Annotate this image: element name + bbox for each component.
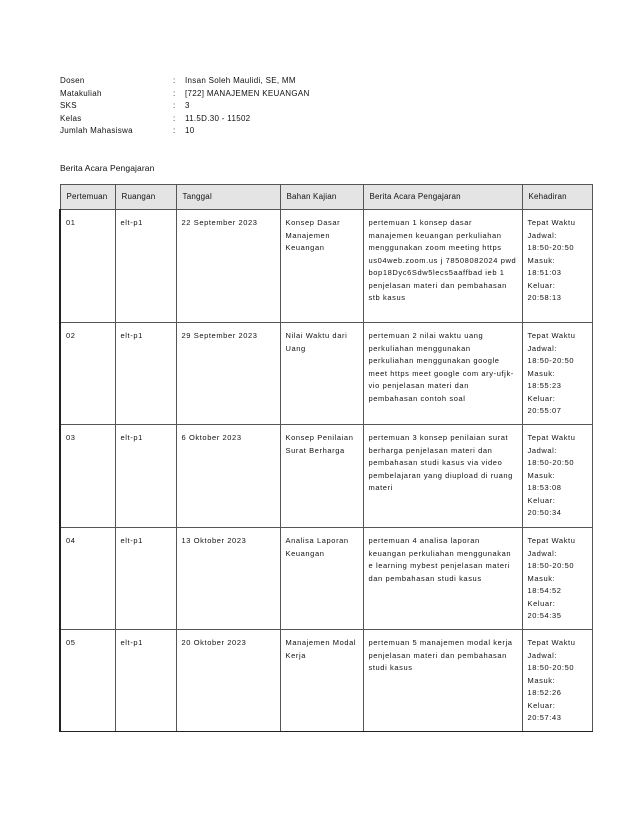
attendance-status: Tepat Waktu [527, 218, 576, 227]
attendance-in-time: 18:53:08 [527, 483, 562, 492]
attendance-out-time: 20:57:43 [527, 713, 562, 722]
header-kehadiran: Kehadiran [522, 185, 592, 210]
header-tanggal: Tanggal [176, 185, 280, 210]
cell-bahan-kajian: Manajemen Modal Kerja [280, 630, 363, 732]
cell-tanggal: 22 September 2023 [176, 210, 280, 323]
attendance-in-label: Masuk: [527, 255, 556, 265]
info-value: 11.5D.30 - 11502 [185, 113, 251, 123]
attendance-in-label: Masuk: [527, 470, 556, 480]
course-info [60, 75, 310, 138]
attendance-status: Tepat Waktu [527, 536, 576, 545]
attendance-in-time: 18:51:03 [527, 268, 562, 277]
info-colon: : [173, 88, 176, 98]
header-pertemuan: Pertemuan [60, 185, 115, 210]
attendance-out-time: 20:55:07 [527, 406, 562, 415]
attendance-status: Tepat Waktu [527, 638, 576, 647]
table-row [60, 425, 592, 528]
cell-bahan-kajian: Konsep Dasar Manajemen Keuangan [280, 210, 363, 323]
cell-ruangan: elt-p1 [115, 528, 176, 630]
cell-tanggal: 6 Oktober 2023 [176, 425, 280, 528]
cell-ruangan: elt-p1 [115, 630, 176, 732]
header-berita-acara: Berita Acara Pengajaran [363, 185, 522, 210]
cell-kehadiran [522, 425, 592, 528]
attendance-schedule-label: Jadwal: [527, 650, 558, 660]
info-label: Jumlah Mahasiswa [60, 126, 133, 136]
cell-tanggal: 29 September 2023 [176, 323, 280, 425]
info-colon: : [173, 76, 176, 85]
cell-pertemuan: 04 [60, 528, 115, 630]
info-row-sks [60, 100, 310, 113]
teaching-log-table [59, 184, 593, 732]
info-value: 3 [185, 101, 190, 111]
info-value: 10 [185, 126, 195, 136]
table-row [60, 528, 592, 630]
attendance-out-label: Keluar: [527, 280, 556, 290]
info-row-kelas [60, 113, 310, 126]
info-value: [722] MANAJEMEN KEUANGAN [185, 88, 310, 98]
cell-kehadiran [522, 528, 592, 630]
header-ruangan: Ruangan [115, 185, 176, 210]
cell-bahan-kajian: Konsep Penilaian Surat Berharga [280, 425, 363, 528]
attendance-schedule-label: Jadwal: [527, 445, 558, 455]
cell-kehadiran [522, 630, 592, 732]
table-header-row [60, 185, 592, 210]
cell-ruangan: elt-p1 [115, 210, 176, 323]
attendance-status: Tepat Waktu [527, 331, 576, 340]
cell-tanggal: 13 Oktober 2023 [176, 528, 280, 630]
attendance-schedule: 18:50-20:50 [527, 243, 575, 252]
attendance-out-label: Keluar: [527, 598, 556, 608]
table-row [60, 210, 592, 323]
attendance-in-time: 18:54:52 [527, 586, 562, 595]
table-row [60, 323, 592, 425]
attendance-in-label: Masuk: [527, 368, 556, 378]
cell-ruangan: elt-p1 [115, 425, 176, 528]
cell-bahan-kajian: Analisa Laporan Keuangan [280, 528, 363, 630]
attendance-schedule-label: Jadwal: [527, 343, 558, 353]
attendance-schedule-label: Jadwal: [527, 548, 558, 558]
attendance-out-time: 20:54:35 [527, 611, 562, 620]
info-label: SKS [60, 101, 77, 111]
attendance-in-label: Masuk: [527, 675, 556, 685]
attendance-out-time: 20:50:34 [527, 508, 562, 517]
table-row [60, 630, 592, 732]
cell-pertemuan: 02 [60, 323, 115, 425]
cell-bahan-kajian: Nilai Waktu dari Uang [280, 323, 363, 425]
cell-kehadiran [522, 323, 592, 425]
info-row-matakuliah [60, 88, 310, 101]
info-row-jumlah-mahasiswa [60, 125, 310, 138]
info-colon: : [173, 126, 176, 136]
cell-tanggal: 20 Oktober 2023 [176, 630, 280, 732]
attendance-out-label: Keluar: [527, 495, 556, 505]
cell-pertemuan: 01 [60, 210, 115, 323]
cell-berita-acara: pertemuan 3 konsep penilaian surat berharga penjelasan materi dan pembahasan studi kasus via video pembelajaran yang diupload di ruang materi [363, 425, 522, 528]
info-colon: : [173, 101, 176, 111]
cell-berita-acara: pertemuan 5 manajemen modal kerja penjelasan materi dan pembahasan studi kasus [363, 630, 522, 732]
cell-pertemuan: 03 [60, 425, 115, 528]
info-value: Insan Soleh Maulidi, SE, MM [185, 76, 296, 85]
attendance-in-time: 18:52:26 [527, 688, 562, 697]
info-label: Kelas [60, 113, 82, 123]
attendance-schedule: 18:50-20:50 [527, 663, 575, 672]
cell-berita-acara: pertemuan 2 nilai waktu uang perkuliahan menggunakan perkuliahan menggunakan google meet https meet google com ary-ufjk-vio penjelasan materi dan pembahasan contoh soal [363, 323, 522, 425]
attendance-schedule-label: Jadwal: [527, 230, 558, 240]
attendance-out-label: Keluar: [527, 393, 556, 403]
info-label: Dosen [60, 76, 85, 85]
attendance-in-label: Masuk: [527, 573, 556, 583]
attendance-schedule: 18:50-20:50 [527, 458, 575, 467]
attendance-out-time: 20:58:13 [527, 293, 562, 302]
info-colon: : [173, 113, 176, 123]
info-row-dosen [60, 75, 310, 88]
attendance-schedule: 18:50-20:50 [527, 356, 575, 365]
attendance-status: Tepat Waktu [527, 433, 576, 442]
section-title: Berita Acara Pengajaran [60, 163, 155, 173]
attendance-in-time: 18:55:23 [527, 381, 562, 390]
header-bahan-kajian: Bahan Kajian [280, 185, 363, 210]
cell-ruangan: elt-p1 [115, 323, 176, 425]
cell-kehadiran [522, 210, 592, 323]
cell-berita-acara: pertemuan 4 analisa laporan keuangan perkuliahan menggunakan e learning mybest penjelasan materi dan pembahasan studi kasus [363, 528, 522, 630]
cell-pertemuan: 05 [60, 630, 115, 732]
cell-berita-acara: pertemuan 1 konsep dasar manajemen keuangan perkuliahan menggunakan zoom meeting https us04web.zoom.us j 78508082024 pwd bop18Dyc6Sdw5lecs5aaffbad ieb 1 penjelasan materi dan pembahasan stb kasus [363, 210, 522, 323]
attendance-schedule: 18:50-20:50 [527, 561, 575, 570]
attendance-out-label: Keluar: [527, 700, 556, 710]
info-label: Matakuliah [60, 88, 102, 98]
